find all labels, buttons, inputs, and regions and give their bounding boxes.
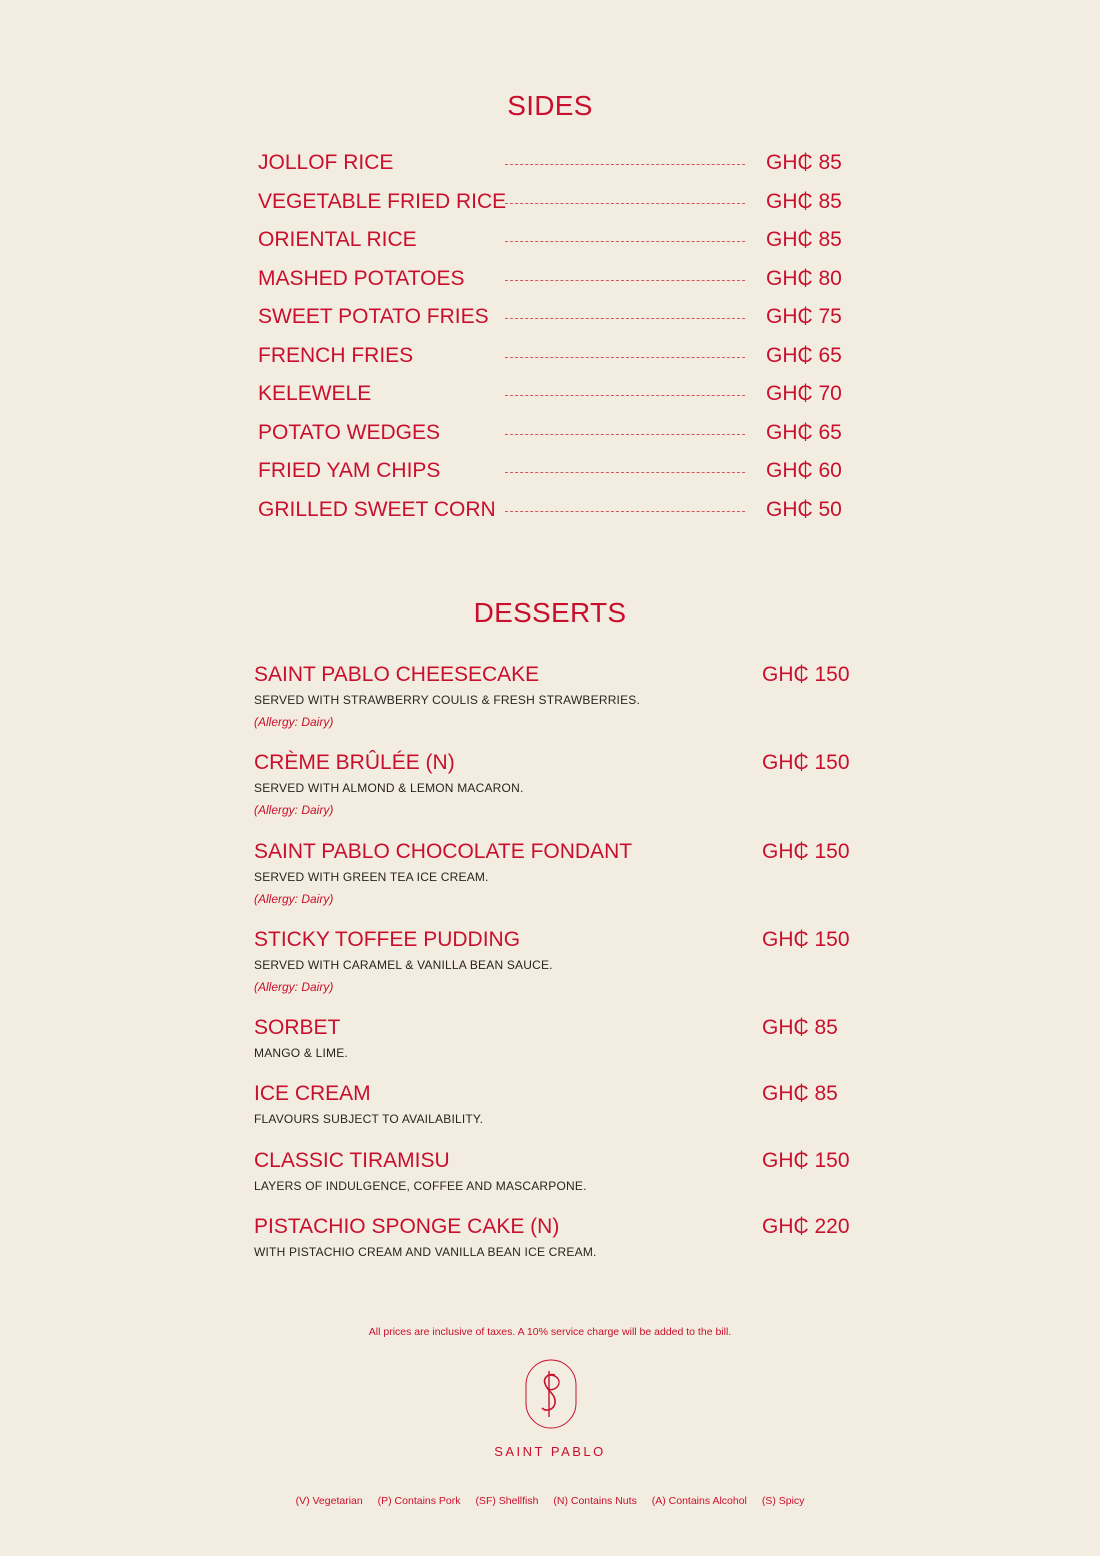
legend-item: (V) Vegetarian — [295, 1495, 363, 1507]
dotted-leader — [505, 357, 745, 358]
dotted-leader — [505, 280, 745, 281]
legend-item: (SF) Shellfish — [475, 1495, 539, 1507]
dessert-price: GH₵ 150 — [762, 928, 850, 951]
legend-item: (P) Contains Pork — [377, 1495, 461, 1507]
legend-item: (S) Spicy — [761, 1495, 805, 1507]
dessert-item — [254, 1148, 874, 1194]
side-price: GH₵ 50 — [766, 497, 842, 521]
service-charge-note: All prices are inclusive of taxes. A 10% service charge will be added to the bill. — [368, 1326, 732, 1338]
dessert-name: ICE CREAM — [254, 1082, 371, 1105]
side-name: VEGETABLE FRIED RICE — [258, 189, 507, 213]
dessert-item — [254, 662, 874, 730]
dessert-allergy: (Allergy: Dairy) — [254, 715, 334, 729]
side-name: POTATO WEDGES — [258, 420, 441, 444]
side-price: GH₵ 65 — [766, 420, 842, 444]
dessert-allergy: (Allergy: Dairy) — [254, 980, 334, 994]
dessert-price: GH₵ 150 — [762, 751, 850, 774]
dessert-description: SERVED WITH STRAWBERRY COULIS & FRESH STRAWBERRIES. — [254, 693, 641, 707]
side-name: ORIENTAL RICE — [258, 228, 417, 251]
brand-name: SAINT PABLO — [494, 1444, 606, 1459]
dessert-item — [254, 1081, 874, 1127]
list-item — [258, 302, 858, 341]
side-price: GH₵ 80 — [766, 266, 842, 290]
side-name: SWEET POTATO FRIES — [258, 305, 489, 328]
dessert-name: STICKY TOFFEE PUDDING — [254, 928, 521, 951]
side-name: JOLLOF RICE — [258, 151, 394, 174]
dessert-description: WITH PISTACHIO CREAM AND VANILLA BEAN ICE CREAM. — [254, 1245, 597, 1259]
dessert-item — [254, 750, 874, 818]
sides-list — [258, 148, 858, 533]
list-item — [258, 187, 858, 226]
side-price: GH₵ 60 — [766, 459, 842, 482]
side-price: GH₵ 85 — [766, 189, 842, 213]
side-price: GH₵ 75 — [766, 305, 842, 328]
dessert-price: GH₵ 150 — [762, 663, 850, 686]
list-item — [258, 495, 858, 534]
dessert-price: GH₵ 220 — [762, 1215, 850, 1238]
side-name: GRILLED SWEET CORN — [258, 497, 496, 521]
dessert-description: MANGO & LIME. — [254, 1046, 348, 1060]
dessert-price: GH₵ 85 — [762, 1016, 838, 1039]
side-name: FRENCH FRIES — [258, 343, 414, 367]
list-item — [258, 264, 858, 303]
list-item — [258, 456, 858, 495]
dessert-name: SAINT PABLO CHOCOLATE FONDANT — [254, 840, 633, 863]
dessert-price: GH₵ 150 — [762, 1149, 850, 1172]
dotted-leader — [505, 164, 745, 165]
side-price: GH₵ 70 — [766, 382, 842, 405]
dotted-leader — [505, 511, 745, 512]
dotted-leader — [505, 203, 745, 204]
saint-pablo-monogram-icon — [525, 1359, 577, 1429]
legend-item: (N) Contains Nuts — [553, 1495, 637, 1507]
dessert-name: PISTACHIO SPONGE CAKE (N) — [254, 1215, 560, 1238]
dessert-item — [254, 1214, 874, 1260]
dessert-description: SERVED WITH GREEN TEA ICE CREAM. — [254, 870, 489, 884]
side-price: GH₵ 85 — [766, 228, 842, 251]
side-price: GH₵ 85 — [766, 151, 842, 174]
dessert-description: FLAVOURS SUBJECT TO AVAILABILITY. — [254, 1112, 484, 1126]
dessert-description: SERVED WITH CARAMEL & VANILLA BEAN SAUCE. — [254, 958, 553, 972]
list-item — [258, 148, 858, 187]
legend-item: (A) Contains Alcohol — [651, 1495, 747, 1507]
dessert-description: LAYERS OF INDULGENCE, COFFEE AND MASCARPONE. — [254, 1179, 587, 1193]
list-item — [258, 341, 858, 380]
dessert-name: SORBET — [254, 1016, 341, 1039]
dietary-legend — [0, 1495, 1100, 1507]
dessert-item — [254, 839, 874, 907]
dessert-item — [254, 927, 874, 995]
desserts-heading: DESSERTS — [473, 597, 627, 628]
dessert-name: CRÈME BRÛLÉE (N) — [254, 751, 455, 774]
dotted-leader — [505, 318, 745, 319]
sides-heading: SIDES — [507, 90, 593, 121]
list-item — [258, 225, 858, 264]
dessert-name: CLASSIC TIRAMISU — [254, 1149, 450, 1172]
side-name: FRIED YAM CHIPS — [258, 459, 441, 482]
dotted-leader — [505, 241, 745, 242]
dotted-leader — [505, 434, 745, 435]
list-item — [258, 379, 858, 418]
list-item — [258, 418, 858, 457]
dessert-item — [254, 1015, 874, 1061]
dotted-leader — [505, 395, 745, 396]
dessert-price: GH₵ 150 — [762, 840, 850, 863]
side-name: KELEWELE — [258, 382, 372, 405]
side-price: GH₵ 65 — [766, 343, 842, 367]
dessert-description: SERVED WITH ALMOND & LEMON MACARON. — [254, 781, 524, 795]
side-name: MASHED POTATOES — [258, 266, 465, 290]
dessert-allergy: (Allergy: Dairy) — [254, 892, 334, 906]
dessert-name: SAINT PABLO CHEESECAKE — [254, 663, 540, 686]
dotted-leader — [505, 472, 745, 473]
dessert-price: GH₵ 85 — [762, 1082, 838, 1105]
dessert-allergy: (Allergy: Dairy) — [254, 803, 334, 817]
